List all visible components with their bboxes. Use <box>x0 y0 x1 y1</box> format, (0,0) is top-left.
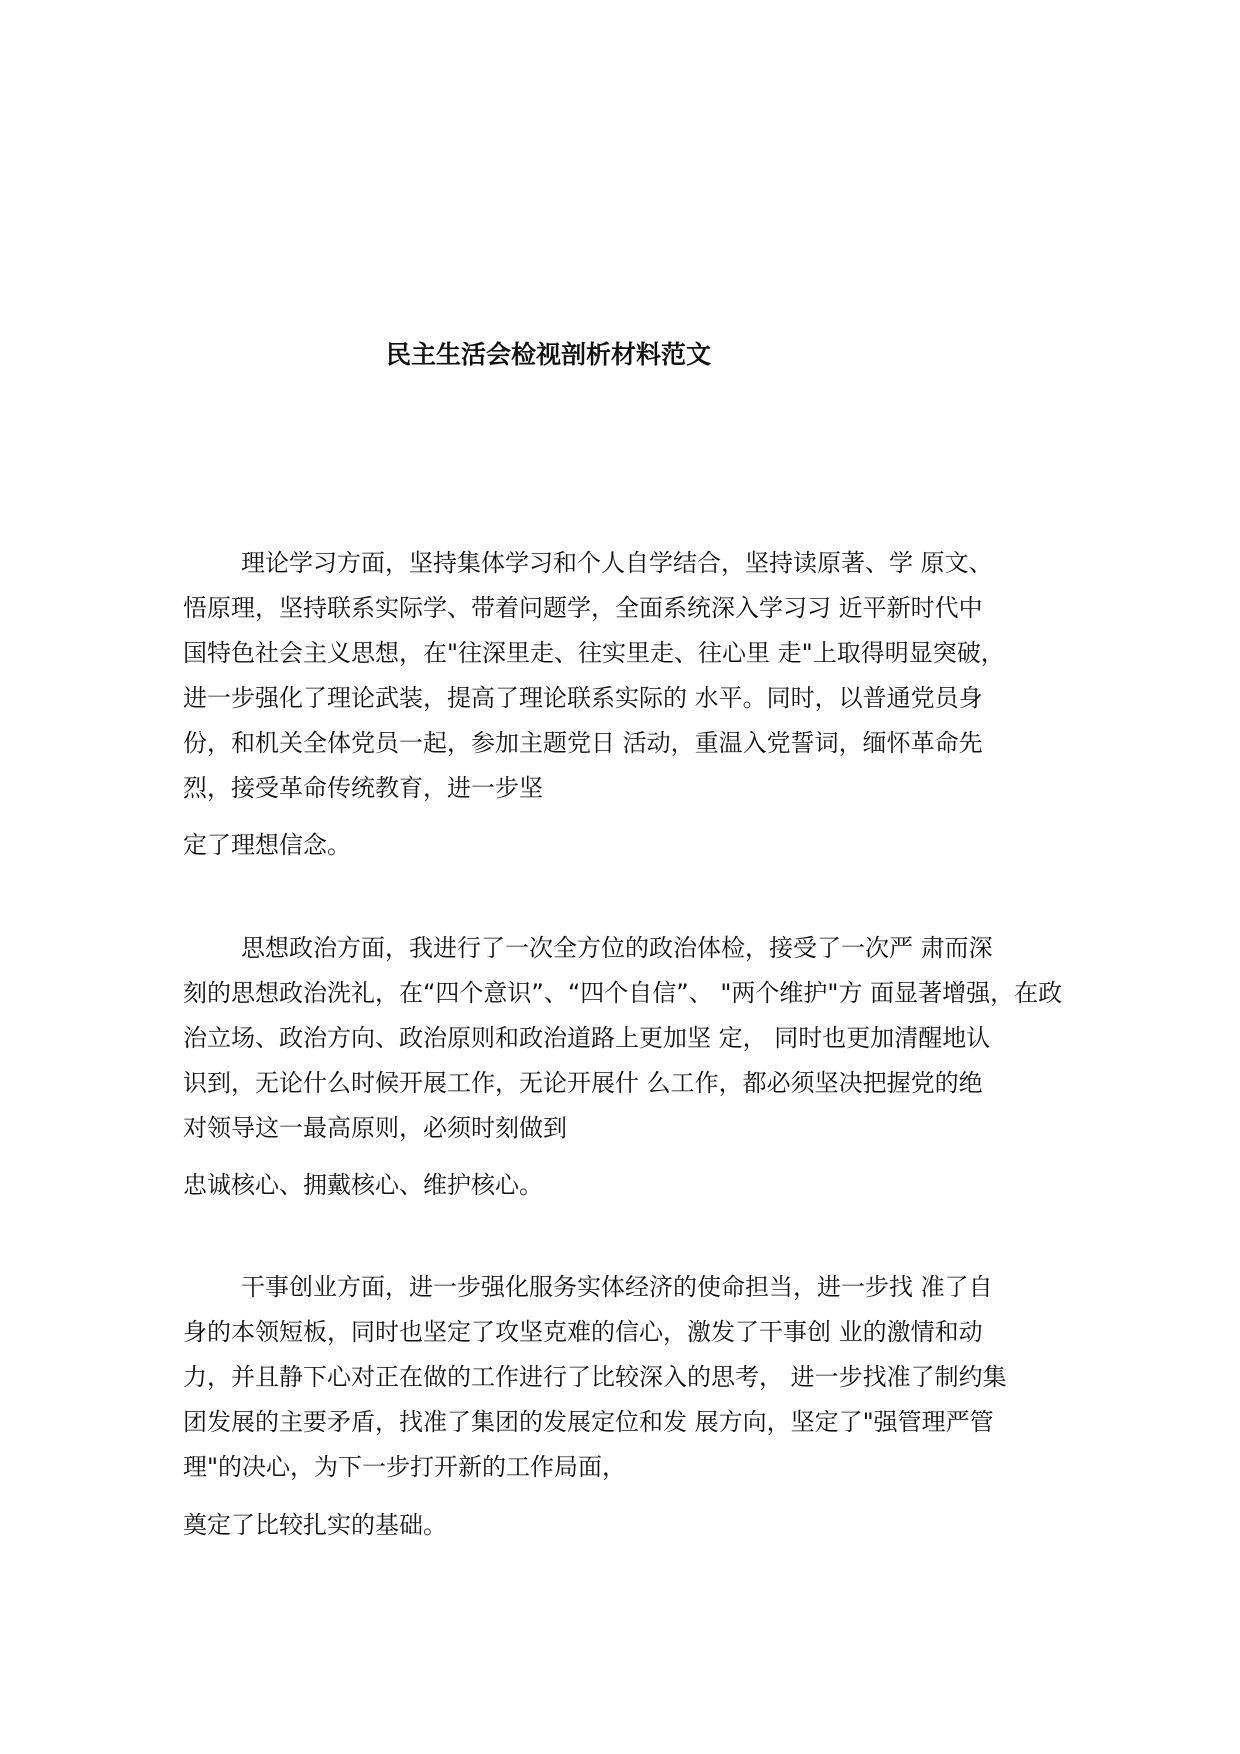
paragraph-political-thought <box>183 926 1083 1151</box>
paragraph-line: 团发展的主要矛盾，找准了集团的发展定位和发 展方向，坚定了"强管理严管 <box>183 1408 994 1436</box>
paragraph-line: 国特色社会主义思想，在"往深里走、往实里走、往心里 走"上取得明显突破， <box>183 639 1005 667</box>
paragraph-tail-line: 定了理想信念。 <box>183 831 351 859</box>
paragraph-line: 进一步强化了理论武装，提高了理论联系实际的 水平。同时，以普通党员身 <box>183 684 983 712</box>
paragraph-line: 份，和机关全体党员一起，参加主题党日 活动，重温入党誓词，缅怀革命先 <box>183 729 983 757</box>
paragraph-entrepreneurship <box>183 1265 1083 1490</box>
paragraph-tail-line: 奠定了比较扎实的基础。 <box>183 1511 447 1539</box>
paragraph-line: 身的本领短板，同时也坚定了攻坚克难的信心，激发了干事创 业的激情和动 <box>183 1318 983 1346</box>
paragraph-theory-study <box>183 541 1083 811</box>
paragraph-line: 理论学习方面，坚持集体学习和个人自学结合，坚持读原著、学 原文、 <box>241 549 993 577</box>
paragraph-line: 力，并且静下心对正在做的工作进行了比较深入的思考， 进一步找准了制约集 <box>183 1363 1007 1391</box>
paragraph-line: 干事创业方面，进一步强化服务实体经济的使命担当，进一步找 准了自 <box>241 1273 993 1301</box>
paragraph-line: 悟原理，坚持联系实际学、带着问题学，全面系统深入学习习 近平新时代中 <box>183 594 983 622</box>
paragraph-line: 治立场、政治方向、政治原则和政治道路上更加坚 定， 同时也更加清醒地认 <box>183 1024 991 1052</box>
paragraph-line: 对领导这一最高原则，必须时刻做到 <box>183 1114 567 1142</box>
document-title: 民主生活会检视剖析材料范文 <box>386 340 712 369</box>
paragraph-line: 刻的思想政治洗礼，在“四个意识”、“四个自信”、 "两个维护"方 面显著增强，在政 <box>183 979 1063 1007</box>
paragraph-line: 思想政治方面，我进行了一次全方位的政治体检，接受了一次严 肃而深 <box>241 934 993 962</box>
paragraph-tail-line: 忠诚核心、拥戴核心、维护核心。 <box>183 1171 543 1199</box>
paragraph-line: 烈，接受革命传统教育，进一步坚 <box>183 774 543 802</box>
paragraph-line: 识到，无论什么时候开展工作，无论开展什 么工作，都必须坚决把握党的绝 <box>183 1069 983 1097</box>
paragraph-line: 理"的决心，为下一步打开新的工作局面， <box>183 1453 627 1481</box>
